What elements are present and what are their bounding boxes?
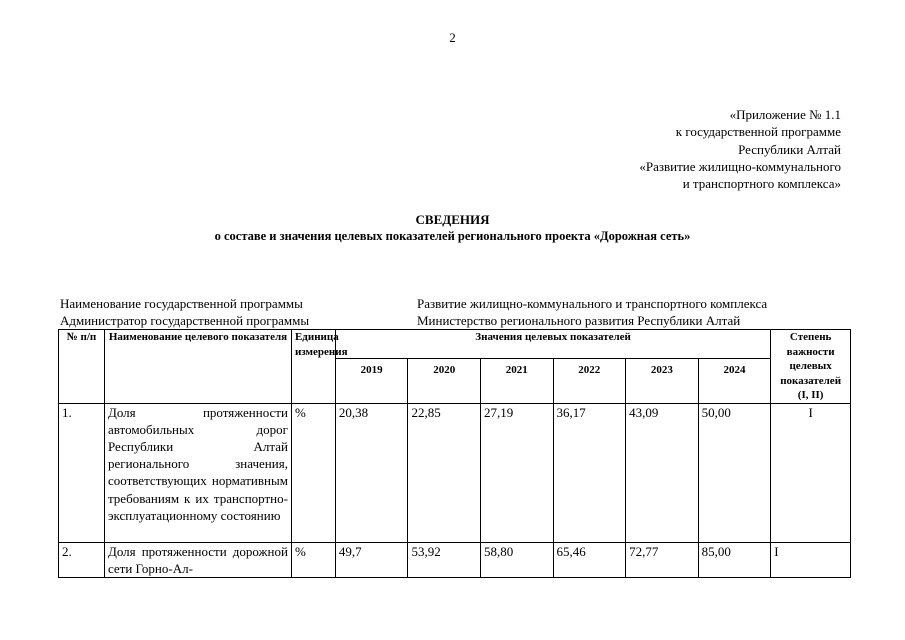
header-year: 2020 [408, 359, 481, 403]
row-num: 1. [59, 403, 105, 542]
row-unit: % [291, 542, 335, 577]
header-name: Наименование целевого показателя [104, 330, 291, 404]
program-name-row [60, 296, 768, 312]
header-year: 2024 [698, 359, 771, 403]
row-value: 22,85 [408, 403, 481, 542]
header-year: 2022 [553, 359, 626, 403]
appendix-line: к государственной программе [675, 124, 841, 140]
table-row [59, 403, 851, 542]
program-name-label: Наименование государственной программы [60, 296, 303, 311]
row-value: 49,7 [335, 542, 408, 577]
row-value: 53,92 [408, 542, 481, 577]
header-values-group: Значения целевых показателей [335, 330, 770, 359]
row-indicator-name: Доля протяженности автомобильных дорог Республики Алтай регионального значения, соответствующих нормативным требованиям к их транспортно-эксплуатационному состоянию [104, 403, 291, 542]
row-value: 20,38 [335, 403, 408, 542]
row-degree: I [771, 403, 851, 542]
header-unit: Единица измерения [291, 330, 335, 404]
row-value: 50,00 [698, 403, 771, 542]
indicators-table [58, 329, 851, 578]
header-year: 2021 [480, 359, 553, 403]
appendix-line: «Развитие жилищно-коммунального [639, 158, 841, 174]
header-degree: Степень важности целевых показателей (I, II) [771, 330, 851, 404]
document-title: СВЕДЕНИЯ [415, 212, 490, 227]
appendix-line: и транспортного комплекса» [682, 176, 841, 192]
row-unit: % [291, 403, 335, 542]
row-value: 72,77 [626, 542, 699, 577]
row-num: 2. [59, 542, 105, 577]
program-admin-row [60, 313, 741, 329]
program-admin-label: Администратор государственной программы [60, 313, 310, 328]
appendix-line: Республики Алтай [738, 141, 841, 157]
table-row [59, 542, 851, 577]
page-number: 2 [449, 30, 456, 45]
header-num: № п/п [59, 330, 105, 404]
row-value: 58,80 [480, 542, 553, 577]
row-value: 85,00 [698, 542, 771, 577]
document-subtitle: о составе и значения целевых показателей регионального проекта «Дорожная сеть» [214, 229, 691, 243]
appendix-block [639, 106, 841, 192]
header-year: 2023 [626, 359, 699, 403]
header-year: 2019 [335, 359, 408, 403]
row-degree: I [771, 542, 851, 577]
program-name-value: Развитие жилищно-коммунального и транспортного комплекса [417, 296, 768, 311]
row-indicator-name: Доля протяженности дорожной сети Горно-Ал- [104, 542, 291, 577]
row-value: 36,17 [553, 403, 626, 542]
appendix-line: «Приложение № 1.1 [729, 107, 841, 122]
program-admin-value: Министерство регионального развития Республики Алтай [417, 313, 741, 328]
row-value: 43,09 [626, 403, 699, 542]
row-value: 27,19 [480, 403, 553, 542]
row-value: 65,46 [553, 542, 626, 577]
